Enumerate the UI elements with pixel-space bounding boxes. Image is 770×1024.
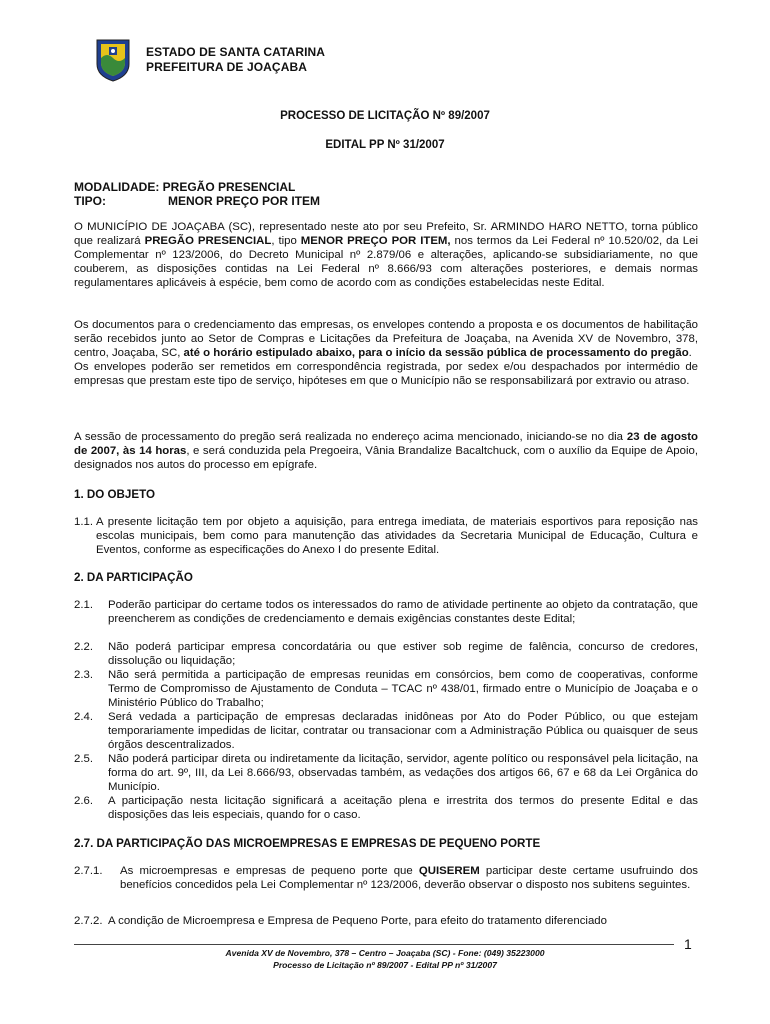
item-number: 2.7.1. xyxy=(74,865,103,877)
tipo-label: TIPO: xyxy=(74,194,106,208)
modalidade-label: MODALIDADE: xyxy=(74,180,160,194)
modalidade-value: PREGÃO PRESENCIAL xyxy=(162,180,296,194)
intro-text: . xyxy=(688,346,692,359)
item-text: Será vedada a participação de empresas declaradas inidôneas por Ato do Poder Público, ou que estejam temporariamente impedidas de licitar, contratar ou transacionar com a Administração Pública ou quaisquer de seus órgãos descentralizados. xyxy=(108,711,698,751)
intro-text: nos termos da Lei Federal nº 10.520/02, da Lei Complementar nº 123/2006, do Decreto Municipal nº 2.879/06 e alterações, aplicando-se subsidiariamente, no que couberem, as disposições contidas na Lei Federal nº 8.666/93 com alterações posteriores, e demais normas regulamentares aplicáveis à espécie, bem como de acordo com as condições estabelecidas neste Edital. xyxy=(74,234,698,289)
item-text: Poderão participar do certame todos os interessados do ramo de atividade pertinente ao objeto da contratação, que preencherem as condições de credenciamento e demais exigências constantes deste Edital; xyxy=(108,599,698,625)
intro-bold: PREGÃO PRESENCIAL xyxy=(144,234,272,247)
item-number: 1.1. xyxy=(74,516,93,528)
item-number: 2.4. xyxy=(74,711,93,723)
page-number: 1 xyxy=(684,936,692,952)
footer-process: Processo de Licitação nº 89/2007 - Edital PP nº 31/2007 xyxy=(273,960,497,970)
item-text: A condição de Microempresa e Empresa de Pequeno Porte, para efeito do tratamento diferenciado xyxy=(108,915,607,927)
coat-of-arms-logo xyxy=(95,38,131,82)
item-text: Não poderá participar direta ou indiretamente da licitação, servidor, agente político ou responsável pela licitação, na forma do art. 9º, III, da Lei 8.666/93, observadas também, as vedações dos artigos 66, 67 e 68 da Lei Orgânica do Município. xyxy=(108,753,698,793)
item-text: A participação nesta licitação significará a aceitação plena e irrestrita dos termos do presente Edital e das disposições das leis especiais, quando for o caso. xyxy=(108,795,698,821)
list-item xyxy=(74,516,698,560)
item-number: 2.6. xyxy=(74,795,93,807)
item-number: 2.3. xyxy=(74,669,93,681)
edital-title: EDITAL PP Nº 31/2007 xyxy=(325,139,445,151)
item-text-part: participar deste certame usufruindo dos benefícios concedidos pela Lei Complementar nº 123/2006, deverão observar o disposto nos subitens seguintes. xyxy=(120,865,699,891)
item-number: 2.1. xyxy=(74,599,93,611)
intro-paragraph-3 xyxy=(74,431,698,473)
intro-text: O MUNICÍPIO DE JOAÇABA (SC), representado neste ato por seu Prefeito, Sr. ARMINDO HARO NETTO, torna público que realizará xyxy=(74,221,698,247)
intro-text: Os envelopes poderão ser remetidos em correspondência registrada, por sedex e/ou despachados por intermédio de empresas que prestam este tipo de serviço, hipóteses em que o Município não se responsabilizará por extravio ou atraso. xyxy=(74,360,698,387)
item-text-part: As microempresas e empresas de pequeno porte que xyxy=(120,865,419,877)
section-1-title: 1. DO OBJETO xyxy=(74,488,155,501)
item-text xyxy=(120,865,698,893)
intro-bold: 23 de agosto de 2007, às 14 horas xyxy=(74,431,698,457)
intro-text: , tipo xyxy=(271,234,301,247)
item-text: Não poderá participar empresa concordatária ou que estiver sob regime de falência, concurso de credores, dissolução ou liquidação; xyxy=(108,641,698,667)
footer-address: Avenida XV de Novembro, 378 – Centro – Joaçaba (SC) - Fone: (049) 35223000 xyxy=(225,948,545,958)
intro-bold: MENOR PREÇO POR ITEM, xyxy=(300,234,451,247)
item-number: 2.5. xyxy=(74,753,93,765)
intro-paragraph-1 xyxy=(74,221,698,291)
item-text: A presente licitação tem por objeto a aquisição, para entrega imediata, de materiais esportivos para reposição nas escolas municipais, bem como para manutenção das atividades da Secretaria Municipal de Educação, Cultura e Eventos, conforme as especificações do Anexo I do presente Edital. xyxy=(96,516,698,556)
footer-divider xyxy=(74,944,674,945)
intro-text: A sessão de processamento do pregão será realizada no endereço acima mencionado, iniciando-se no dia xyxy=(74,431,627,443)
section-2-title: 2. DA PARTICIPAÇÃO xyxy=(74,571,193,584)
process-title: PROCESSO DE LICITAÇÃO Nº 89/2007 xyxy=(280,110,490,122)
tipo-value: MENOR PREÇO POR ITEM xyxy=(168,194,321,208)
item-number: 2.2. xyxy=(74,641,93,653)
item-text: Não será permitida a participação de empresas reunidas em consórcios, bem como de cooperativas, conforme Termo de Compromisso de Ajustamento de Conduta – TCAC nº 438/01, firmado entre o Município de Joaçaba e o Ministério Público do Trabalho; xyxy=(108,669,698,709)
modalidade-line xyxy=(74,180,295,194)
tipo-line xyxy=(74,194,320,208)
header-city: PREFEITURA DE JOAÇABA xyxy=(146,60,308,74)
intro-text: , e será conduzida pela Pregoeira, Vânia Brandalize Bacaltchuck, com o auxílio da Equipe de Apoio, designados nos autos do processo em epígrafe. xyxy=(74,444,698,471)
header-state: ESTADO DE SANTA CATARINA xyxy=(146,45,326,59)
intro-bold: até o horário estipulado abaixo, para o início da sessão pública de processamento do pregão xyxy=(183,346,689,359)
item-number: 2.7.2. xyxy=(74,915,103,927)
intro-text: Os documentos para o credenciamento das empresas, os envelopes contendo a proposta e os documentos de habilitação serão recebidos junto ao Setor de Compras e Licitações da Prefeitura de Joaçaba, na Avenida XV de Novembro, 378, centro, Joaçaba, SC, xyxy=(74,319,698,359)
intro-paragraph-2 xyxy=(74,319,698,389)
section-2-7-title: 2.7. DA PARTICIPAÇÃO DAS MICROEMPRESAS E EMPRESAS DE PEQUENO PORTE xyxy=(74,837,541,850)
item-text-bold: QUISEREM xyxy=(418,865,480,877)
